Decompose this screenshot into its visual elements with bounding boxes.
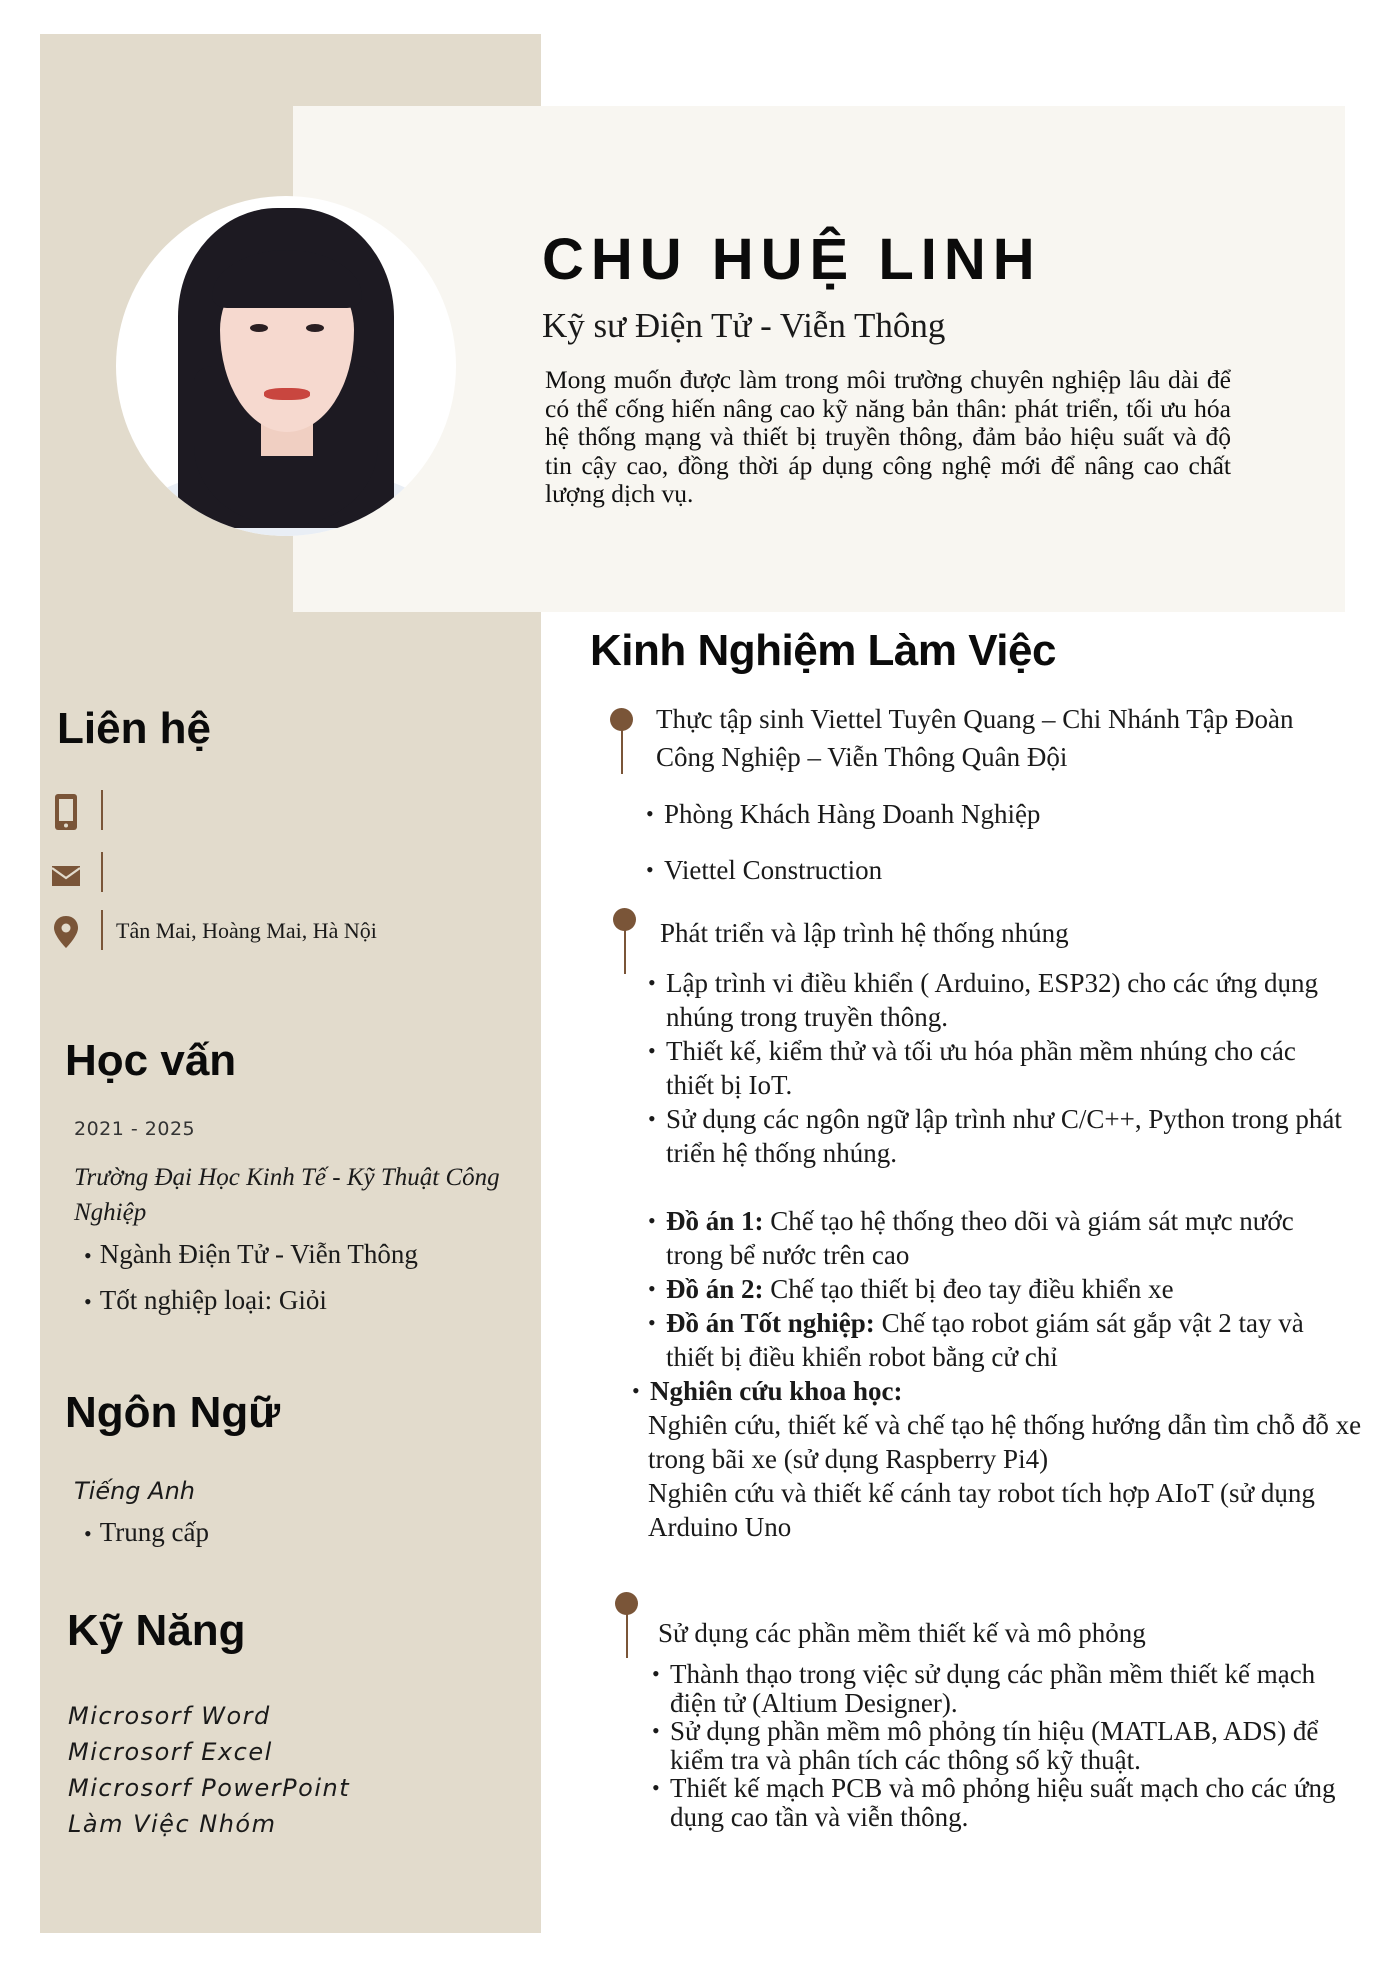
language-level: • Trung cấp [84, 1510, 209, 1556]
experience-bullet: • Lập trình vi điều khiển ( Arduino, ESP32) cho các ứng dụng nhúng trong truyền thông. [648, 966, 1348, 1034]
experience-bullet: • Viettel Construction [646, 842, 1040, 898]
experience-bullet: • Sử dụng các ngôn ngữ lập trình như C/C++, Python trong phát triển hệ thống nhúng. [648, 1102, 1348, 1170]
skills-list [68, 1698, 350, 1842]
photo-eye-right [306, 324, 324, 332]
project-text: Chế tạo thiết bị đeo tay điều khiển xe [763, 1274, 1174, 1304]
project-item [648, 1306, 1338, 1374]
experience-bullet: • Thiết kế, kiểm thử và tối ưu hóa phần mềm nhúng cho các thiết bị IoT. [648, 1034, 1348, 1102]
project-text: Chế tạo robot giám sát gắp vật 2 tay và thiết bị điều khiển robot bằng cử chỉ [666, 1308, 1304, 1372]
job-title: Kỹ sư Điện Tử - Viễn Thông [542, 306, 946, 345]
career-objective: Mong muốn được làm trong môi trường chuyên nghiệp lâu dài để có thể cống hiến nâng cao kỹ năng bản thân: phát triển, tối ưu hóa hệ thống mạng và thiết bị truyền thông, đảm bảo hiệu suất và độ tin cậy cao, đồng thời áp dụng công nghệ mới để nâng cao chất lượng dịch vụ. [545, 365, 1231, 508]
language-levels [84, 1510, 209, 1556]
languages-heading: Ngôn Ngữ [65, 1388, 281, 1437]
education-heading: Học vấn [65, 1036, 237, 1085]
location-pin-icon [52, 914, 80, 950]
experience-entry-title: Sử dụng các phần mềm thiết kế và mô phỏng [658, 1618, 1146, 1648]
contact-phone-row [52, 790, 522, 834]
experience-bullet: • Sử dụng phần mềm mô phỏng tín hiệu (MATLAB, ADS) để kiểm tra và phân tích các thông số kỹ thuật. [652, 1717, 1358, 1774]
skill-item: Microsorf Word [68, 1702, 271, 1730]
education-detail-item: • Tốt nghiệp loại: Giỏi [84, 1278, 418, 1324]
experience-entry-bullets [646, 786, 1040, 898]
phone-icon [52, 794, 80, 830]
skill-item: Làm Việc Nhóm [68, 1810, 277, 1838]
experience-bullet: • Thành thạo trong việc sử dụng các phần mềm thiết kế mạch điện tử (Altium Designer). [652, 1660, 1358, 1717]
contact-email-row [52, 852, 522, 896]
education-school: Trường Đại Học Kinh Tế - Kỹ Thuật Công Nghiệp [74, 1164, 500, 1226]
experience-entry-title: Thực tập sinh Viettel Tuyên Quang – Chi Nhánh Tập Đoàn Công Nghiệp – Viễn Thông Quân Đội [656, 704, 1294, 772]
project-item [632, 1374, 1338, 1408]
project-item [648, 1272, 1338, 1306]
contact-address-row [52, 910, 522, 954]
education-detail-item: • Ngành Điện Tử - Viễn Thông [84, 1232, 418, 1278]
experience-entry-bullets [652, 1660, 1358, 1831]
contact-separator [101, 790, 103, 830]
photo-eye-left [250, 324, 268, 332]
project-label: Đồ án Tốt nghiệp: [666, 1308, 875, 1338]
education-details [84, 1232, 418, 1324]
project-label: Đồ án 2: [666, 1274, 764, 1304]
contact-separator [101, 910, 103, 950]
experience-heading: Kinh Nghiệm Làm Việc [590, 626, 1056, 675]
experience-entry-bullets [648, 966, 1348, 1170]
skills-heading: Kỹ Năng [67, 1606, 246, 1655]
project-label: Nghiên cứu khoa học: [650, 1376, 903, 1406]
contact-separator [101, 852, 103, 892]
profile-photo [116, 196, 456, 536]
research-item: Nghiên cứu, thiết kế và chế tạo hệ thống hướng dẫn tìm chỗ đỗ xe trong bãi xe (sử dụng Raspberry Pi4) [648, 1410, 1362, 1474]
timeline-marker-icon [613, 908, 637, 976]
research-item: Nghiên cứu và thiết kế cánh tay robot tích hợp AIoT (sử dụng Arduino Uno [648, 1478, 1315, 1542]
experience-bullet: • Thiết kế mạch PCB và mô phỏng hiệu suất mạch cho các ứng dụng cao tần và viễn thông. [652, 1774, 1358, 1831]
skill-item: Microsorf PowerPoint [68, 1774, 351, 1802]
experience-bullet: • Phòng Khách Hàng Doanh Nghiệp [646, 786, 1040, 842]
education-years: 2021 - 2025 [74, 1118, 196, 1140]
contact-heading: Liên hệ [57, 704, 212, 753]
timeline-marker-icon [615, 1592, 639, 1660]
skill-item: Microsorf Excel [68, 1738, 273, 1766]
photo-lips [264, 388, 310, 400]
project-item [648, 1204, 1338, 1272]
project-label: Đồ án 1: [666, 1206, 764, 1236]
address-value: Tân Mai, Hoàng Mai, Hà Nội [116, 918, 377, 943]
timeline-marker-icon [610, 708, 634, 776]
candidate-name: CHU HUỆ LINH [542, 227, 1042, 292]
project-list [648, 1204, 1338, 1408]
language-name: Tiếng Anh [74, 1477, 196, 1505]
project-text: Chế tạo hệ thống theo dõi và giám sát mực nước trong bể nước trên cao [666, 1206, 1294, 1270]
experience-entry-title: Phát triển và lập trình hệ thống nhúng [660, 918, 1069, 948]
mail-icon [52, 856, 80, 892]
